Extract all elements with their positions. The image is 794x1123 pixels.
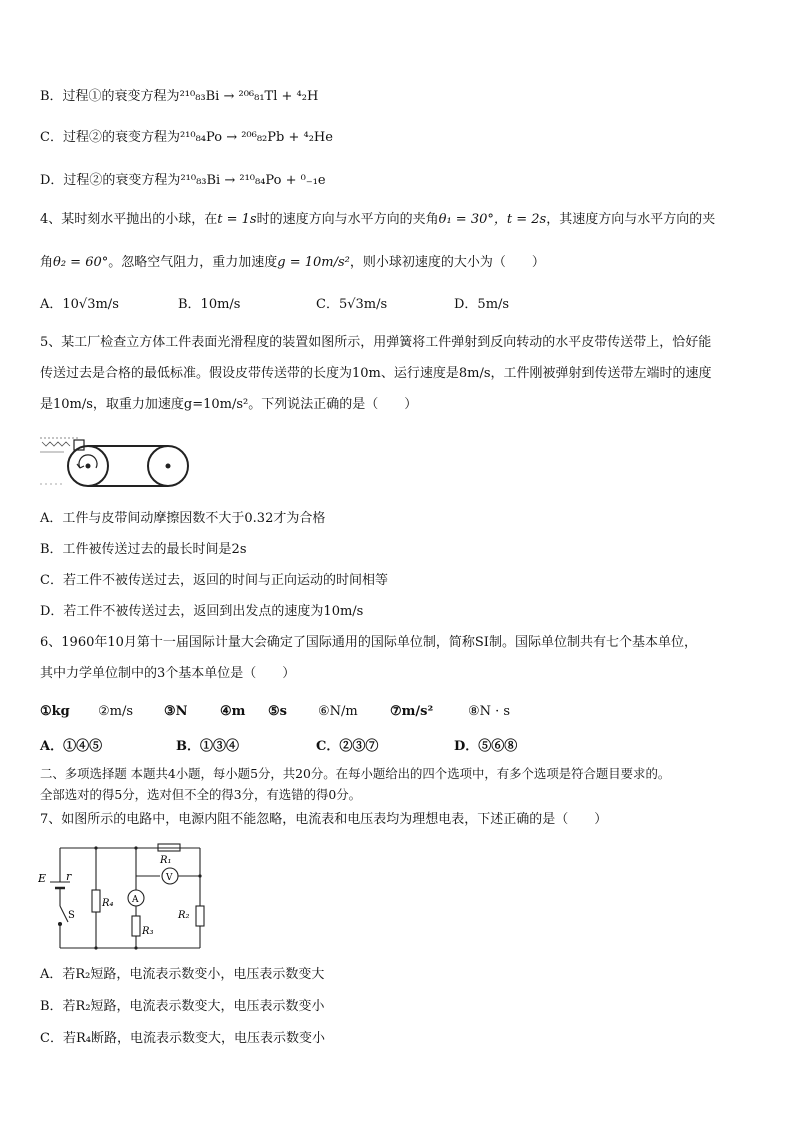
q4-math: t = 2s	[506, 212, 547, 227]
q6-option-d: D．⑤⑥⑧	[454, 739, 518, 754]
q6-option-c: C．②③⑦	[316, 739, 379, 754]
q6-stem-line2: 其中力学单位制中的3个基本单位是（ ）	[40, 666, 296, 681]
label-r: r	[66, 870, 72, 883]
q5-option-b: B．工件被传送过去的最长时间是2s	[40, 542, 247, 557]
label-E: E	[38, 872, 47, 885]
q5-stem-line3: 是10m/s，取重力加速度g=10m/s²。下列说法正确的是（ ）	[40, 397, 418, 412]
q3-b-equation: ²¹⁰₈₃Bi → ²⁰⁶₈₁Tl + ⁴₂H	[179, 89, 319, 104]
q4-text: 4、某时刻水平抛出的小球，在	[40, 212, 218, 227]
q6-unit-8: ⑧N · s	[468, 704, 511, 719]
section-two-heading: 二、多项选择题 本题共4小题，每小题5分，共20分。在每小题给出的四个选项中，有多个选项是符合题目要求的。	[40, 766, 671, 781]
q4-option-a: A．10√3m/s	[40, 297, 119, 312]
q3-c-equation: ²¹⁰₈₄Po → ²⁰⁶₈₂Pb + ⁴₂He	[179, 130, 333, 145]
q6-unit-7: ⑦m/s²	[390, 704, 434, 719]
q3-b-label: B．过程①的衰变方程为	[40, 89, 180, 104]
q3-d-equation: ²¹⁰₈₃Bi → ²¹⁰₈₄Po + ⁰₋₁e	[180, 173, 326, 188]
q4-text: 。忽略空气阻力，重力加速度	[108, 255, 278, 270]
q7-option-a: A．若R₂短路，电流表示数变小，电压表示数变大	[40, 967, 325, 982]
q4-option-b: B．10m/s	[178, 297, 241, 312]
label-A: A	[132, 895, 139, 905]
q6-stem-line1: 6、1960年10月第十一届国际计量大会确定了国际通用的国际单位制，简称SI制。国际单位制共有七个基本单位，	[40, 635, 697, 650]
q4-text: 角	[40, 255, 54, 270]
q4-stem-line1	[40, 211, 715, 229]
section-two-scoring: 全部选对的得5分，选对但不全的得3分，有选错的得0分。	[40, 787, 362, 802]
q6-unit-6: ⑥N/m	[318, 704, 358, 719]
label-R2: R₂	[178, 910, 190, 921]
q5-stem-line1: 5、某工厂检查立方体工件表面光滑程度的装置如图所示，用弹簧将工件弹射到反向转动的水平皮带传送带上，恰好能	[40, 335, 712, 350]
q4-math: θ₁ = 30°，	[438, 212, 507, 227]
q4-stem-line2	[40, 254, 545, 272]
q6-unit-4: ④m	[220, 704, 246, 719]
q3-c-label: C．过程②的衰变方程为	[40, 130, 180, 145]
label-R3: R₃	[142, 926, 154, 937]
q4-option-c: C．5√3m/s	[316, 297, 388, 312]
q7-stem: 7、如图所示的电路中，电源内阻不能忽略，电流表和电压表均为理想电表，下述正确的是（ ）	[40, 812, 608, 827]
q4-text: ，则小球初速度的大小为（ ）	[349, 255, 545, 270]
q6-unit-5: ⑤s	[268, 704, 287, 719]
q4-option-d: D．5m/s	[454, 297, 510, 312]
circuit-diagram	[38, 838, 208, 956]
q6-unit-3: ③N	[164, 704, 188, 719]
q5-option-c: C．若工件不被传送过去，返回的时间与正向运动的时间相等	[40, 573, 388, 588]
conveyor-belt-figure	[38, 428, 198, 494]
label-S: S	[68, 910, 75, 921]
q5-option-a: A．工件与皮带间动摩擦因数不大于0.32才为合格	[40, 511, 326, 526]
q4-math: θ₂ = 60°	[53, 255, 109, 270]
q6-unit-1: ①kg	[40, 704, 70, 719]
q4-math: t = 1s	[217, 212, 257, 227]
q6-unit-2: ②m/s	[98, 704, 134, 719]
q7-option-b: B．若R₂短路，电流表示数变大，电压表示数变小	[40, 999, 325, 1014]
q4-text: ，其速度方向与水平方向的夹	[546, 212, 716, 227]
q3-option-c	[40, 129, 333, 147]
q4-math: g = 10m/s²	[277, 255, 350, 270]
q4-text: 时的速度方向与水平方向的夹角	[256, 212, 439, 227]
q6-option-b: B．①③④	[176, 739, 239, 754]
q3-option-b	[40, 88, 318, 106]
q6-option-a: A．①④⑤	[40, 739, 103, 754]
label-V: V	[166, 873, 173, 883]
label-R4: R₄	[102, 898, 114, 909]
q5-option-d: D．若工件不被传送过去，返回到出发点的速度为10m/s	[40, 604, 364, 619]
q3-option-d	[40, 172, 326, 190]
q3-d-label: D．过程②的衰变方程为	[40, 173, 181, 188]
q5-stem-line2: 传送过去是合格的最低标准。假设皮带传送带的长度为10m、运行速度是8m/s，工件刚被弹射到传送带左端时的速度	[40, 366, 712, 381]
label-R1: R₁	[160, 855, 172, 866]
q7-option-c: C．若R₄断路，电流表示数变大，电压表示数变小	[40, 1031, 325, 1046]
